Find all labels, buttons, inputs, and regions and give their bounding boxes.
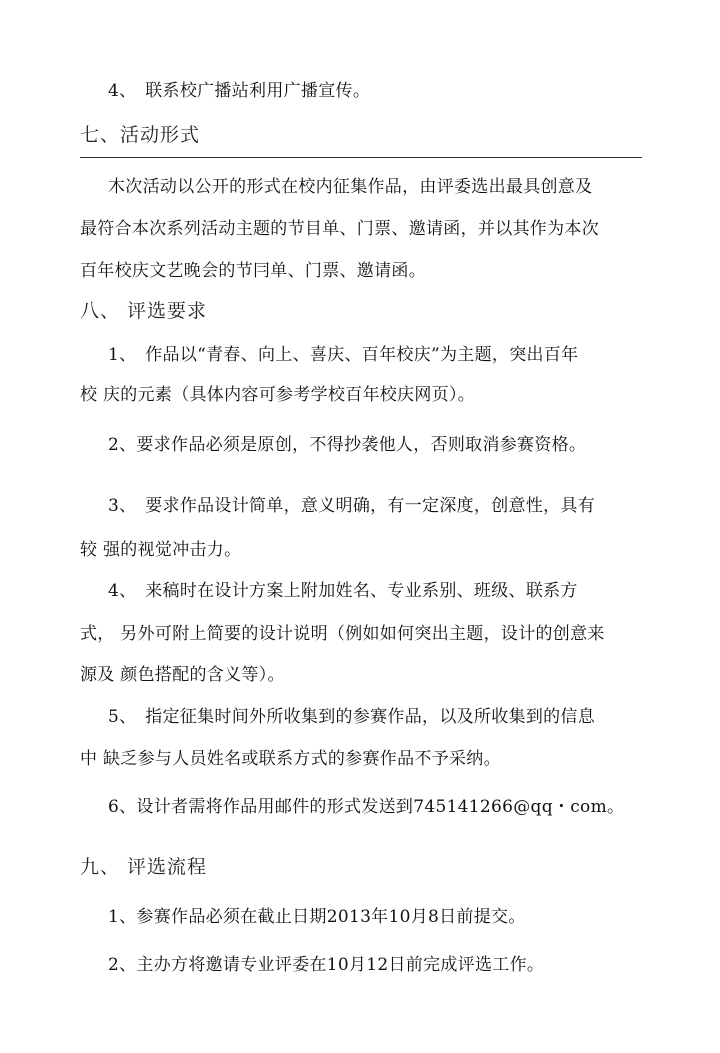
process-step-2: 2、主办方将邀请专业评委在10月12日前完成评选工作。 [108, 955, 545, 975]
section-7-paragraph-line-2: 最符合本次系列活动主题的节目单、门票、邀请函，并以其作为本次 [80, 219, 599, 239]
section-divider-rule [80, 157, 642, 158]
section-8-heading: 八、 评选要求 [80, 300, 208, 322]
requirement-6-email: 6、设计者需将作品用邮件的形式发送到745141266@qq・com。 [108, 797, 625, 817]
requirement-4-line-3: 源及 颜色搭配的含义等）。 [80, 665, 285, 685]
requirement-5-line-1: 5、 指定征集时间外所收集到的参赛作品，以及所收集到的信息 [108, 707, 596, 727]
section-9-heading: 九、 评选流程 [80, 856, 208, 878]
section-7-paragraph-line-3: 百年校庆文艺晚会的节冃单、门票、邀请函。 [80, 261, 426, 281]
requirement-3-line-2: 较 强的视觉冲击力。 [80, 540, 242, 560]
section-7-heading: 七、活动形式 [80, 124, 201, 146]
requirement-3-line-1: 3、 要求作品设计简单，意义明确，有一定深度，创意性，具有 [108, 496, 596, 516]
requirement-4-line-1: 4、 来稿时在设计方案上附加姓名、专业系别、班级、联系方 [108, 581, 578, 601]
section-7-paragraph-line-1: 木次活动以公开的形式在校内征集作品，由评委选出最具创意及 [108, 177, 593, 197]
process-step-1: 1、参赛作品必须在截止日期2013年10月8日前提交。 [108, 907, 526, 927]
requirement-2: 2、要求作品必须是原创，不得抄袭他人，否则取消参赛资格。 [108, 435, 587, 455]
requirement-1-line-2: 校 庆的元素（具体内容可参考学校百年校庆网页）。 [80, 385, 476, 405]
item-4-broadcast: 4、 联系校广播站利用广播宣传。 [108, 81, 371, 101]
requirement-1-line-1: 1、 作品以“青春、向上、喜庆、百年校庆”为主题，突出百年 [108, 345, 579, 365]
requirement-4-line-2: 式， 另外可附上简要的设计说明（例如如何突出主题，设计的创意来 [80, 624, 605, 644]
requirement-5-line-2: 中 缺乏参与人员姓名或联系方式的参赛作品不予采纳。 [80, 749, 501, 769]
